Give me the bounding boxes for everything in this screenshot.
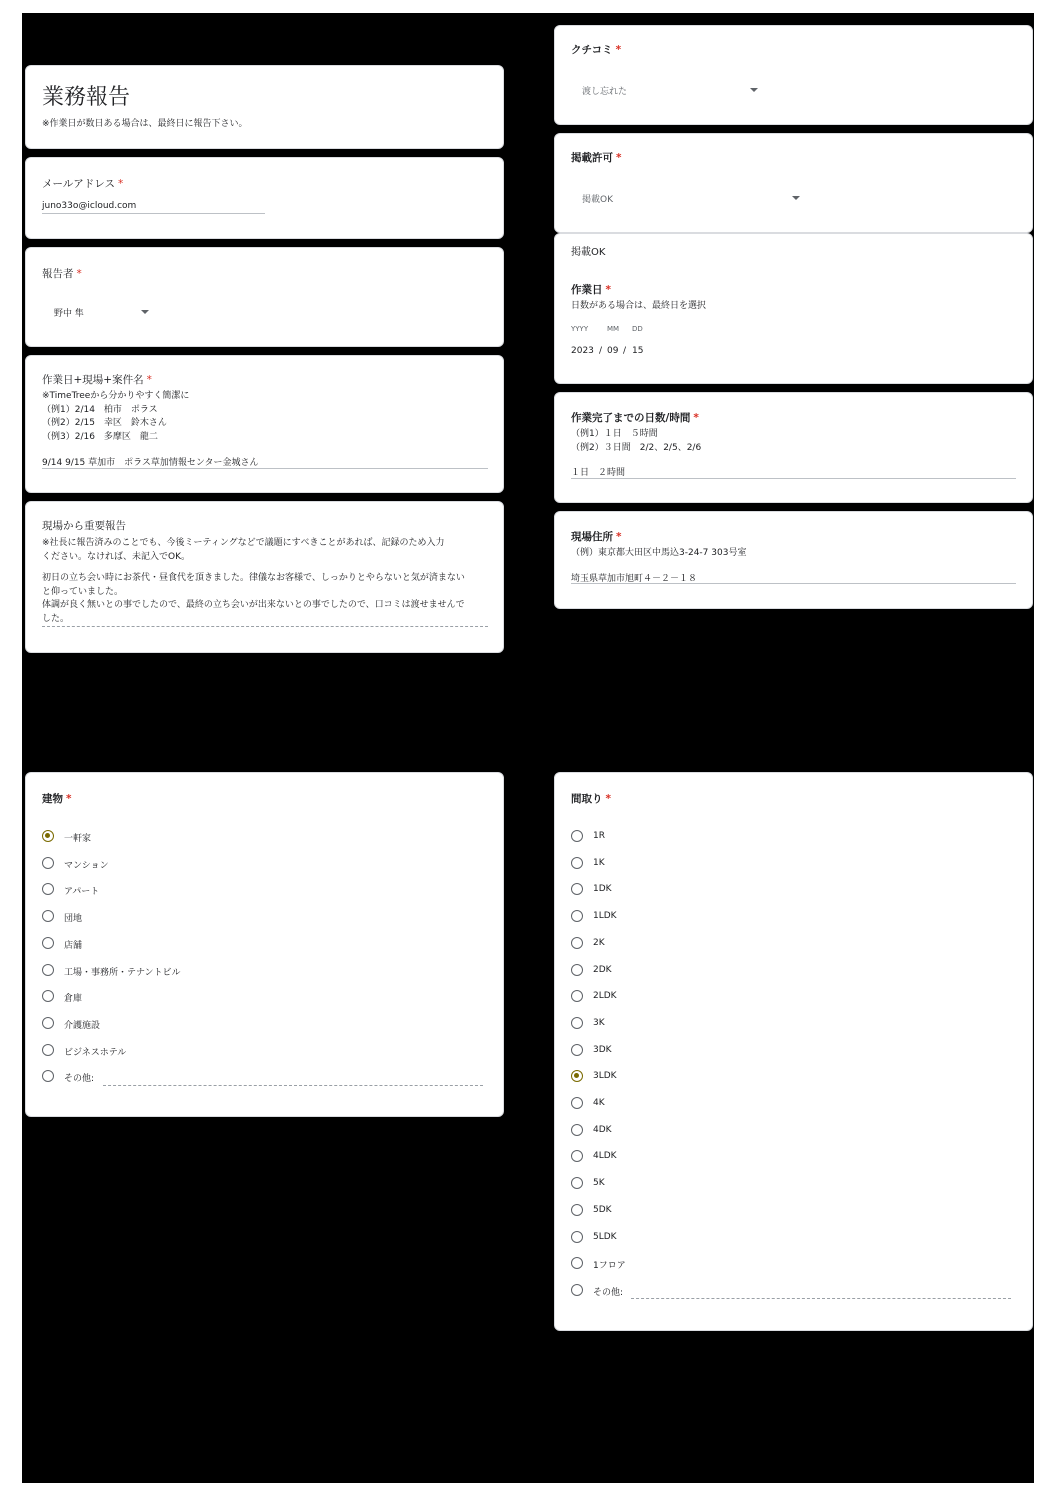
email-card (25, 157, 504, 239)
month-field[interactable]: 09 (607, 346, 619, 356)
building-option[interactable] (42, 937, 342, 953)
address-label: 現場住所 * (571, 531, 622, 543)
building-card (25, 772, 504, 1117)
important-report-label: 現場から重要報告 (42, 520, 126, 532)
radio-icon[interactable] (571, 937, 583, 949)
duration-underline (571, 478, 1016, 479)
layout-option-label: 4DK (593, 1124, 612, 1135)
form-subtitle: ※作業日が数日ある場合は、最終日に報告下さい。 (42, 119, 248, 129)
radio-selected-icon[interactable] (571, 1070, 583, 1082)
permission-dropdown[interactable] (571, 184, 803, 210)
required-mark: * (615, 44, 622, 56)
radio-icon[interactable] (571, 857, 583, 869)
building-option-label: 一軒家 (64, 834, 92, 844)
form-title: 業務報告 (42, 85, 131, 110)
layout-option-label: 2K (593, 937, 605, 948)
radio-icon[interactable] (571, 1284, 583, 1296)
address-card (554, 511, 1033, 609)
layout-option[interactable] (571, 990, 871, 1006)
day-field[interactable]: 15 (632, 346, 644, 356)
building-option-label: アパート (64, 887, 100, 898)
email-underline (42, 213, 265, 214)
form-header-card (25, 65, 504, 149)
layout-option-label: 1K (593, 857, 605, 868)
layout-option[interactable] (571, 1150, 871, 1166)
chevron-down-icon (750, 88, 758, 92)
reporter-dropdown-value: 野中 隼 (54, 309, 84, 319)
layout-label: 間取り * (571, 793, 611, 805)
required-mark: * (616, 531, 622, 543)
layout-option-label: 4K (593, 1098, 605, 1108)
layout-option[interactable] (571, 1231, 871, 1247)
email-label: メールアドレス * (42, 178, 124, 190)
radio-icon[interactable] (42, 883, 54, 895)
building-option[interactable] (42, 1017, 342, 1033)
building-option[interactable] (42, 857, 342, 873)
required-mark: * (616, 152, 622, 164)
required-mark: * (605, 284, 611, 296)
layout-option-label: 5LDK (593, 1231, 617, 1242)
layout-option-label: その他: (593, 1287, 624, 1298)
review-label: クチコミ * (571, 44, 622, 56)
page-canvas (22, 13, 1034, 1483)
important-report-underline (42, 626, 488, 627)
radio-icon[interactable] (571, 1097, 583, 1109)
permission-label: 掲載許可 * (571, 152, 622, 164)
layout-option-label: 5K (593, 1178, 605, 1189)
layout-option-label: 2DK (593, 964, 612, 975)
building-option-label: 介護施設 (64, 1020, 101, 1031)
building-option-label: その他: (64, 1074, 95, 1085)
duration-label: 作業完了までの日数/時間 * (571, 412, 699, 424)
radio-icon[interactable] (571, 1177, 583, 1189)
duration-description: （例1）１日 ５時間 （例2）３日間 2/2、2/5、2/6 (571, 429, 702, 453)
radio-icon[interactable] (42, 937, 54, 949)
radio-icon[interactable] (571, 964, 583, 976)
layout-option[interactable] (571, 1204, 871, 1220)
radio-icon[interactable] (571, 883, 583, 895)
permission-selected-echo: 掲載OK (571, 247, 606, 258)
layout-option-label: 1フロア (593, 1261, 626, 1272)
building-label: 建物 * (42, 793, 72, 805)
radio-icon[interactable] (571, 1257, 583, 1269)
radio-icon[interactable] (571, 1231, 583, 1243)
layout-option[interactable] (571, 910, 871, 926)
radio-icon[interactable] (571, 990, 583, 1002)
radio-icon[interactable] (571, 910, 583, 922)
required-mark: * (117, 178, 124, 190)
important-report-textarea[interactable]: 初日の立ち会い時にお茶代・昼食代を頂きました。律儀なお客様で、しっかりとやらないと気が済まない と仰っていました。 体調が良く無いとの事でしたので、最終の立ち会いが出来ないとの事でしたので、口コミは渡せませんで した。 (42, 573, 465, 624)
address-field[interactable]: 埼玉県草加市旭町４－２－１８ (571, 574, 698, 584)
radio-selected-icon[interactable] (42, 830, 54, 842)
dd-label: DD (632, 325, 643, 333)
layout-option-label: 1LDK (593, 911, 617, 922)
building-option-label: ビジネスホテル (64, 1047, 127, 1058)
radio-icon[interactable] (42, 990, 54, 1002)
radio-icon[interactable] (571, 1150, 583, 1162)
layout-option[interactable] (571, 1177, 871, 1193)
reporter-label: 報告者 * (42, 268, 82, 280)
work-date-description: 日数がある場合は、最終日を選択 (571, 301, 707, 311)
layout-option-label: 1DK (593, 884, 612, 895)
layout-option-label: 4LDK (593, 1151, 617, 1162)
permission-dropdown-value: 掲載OK (582, 195, 613, 205)
layout-option[interactable] (571, 1070, 871, 1086)
layout-option[interactable] (571, 830, 871, 846)
date-separator: / (599, 346, 603, 356)
building-option[interactable] (42, 1044, 342, 1060)
duration-field[interactable]: １日 ２時間 (571, 468, 626, 478)
review-dropdown[interactable] (571, 76, 761, 102)
job-name-description: ※TimeTreeから分かりやすく簡潔に （例1）2/14 柏市 ポラス （例2）2/15 幸区 鈴木さん （例3）2/16 多摩区 龍二 (42, 391, 190, 442)
layout-option[interactable] (571, 1124, 871, 1140)
chevron-down-icon (792, 196, 800, 200)
yyyy-label: YYYY (571, 325, 589, 333)
building-option-label: マンション (64, 860, 109, 871)
address-underline (571, 583, 1016, 584)
layout-option-label: 2LDK (593, 991, 617, 1002)
building-option[interactable] (42, 910, 342, 926)
building-other-input[interactable] (103, 1085, 483, 1086)
building-option[interactable] (42, 1070, 342, 1086)
important-report-description: ※社長に報告済みのことでも、今後ミーティングなどで議題にすべきことがあれば、記録のため入力 ください。なければ、未記入でOK。 (42, 538, 445, 562)
radio-icon[interactable] (42, 857, 54, 869)
layout-option-label: 3DK (593, 1044, 612, 1055)
required-mark: * (146, 374, 152, 386)
layout-option[interactable] (571, 883, 871, 899)
layout-option-label: 5DK (593, 1204, 612, 1215)
building-option-label: 工場・事務所・テナントビル (64, 967, 181, 978)
radio-icon[interactable] (571, 830, 583, 842)
job-name-underline (42, 468, 488, 469)
layout-option[interactable] (571, 857, 871, 873)
building-option[interactable] (42, 964, 342, 980)
chevron-down-icon (141, 310, 149, 314)
required-mark: * (66, 793, 72, 805)
radio-icon[interactable] (571, 1017, 583, 1029)
radio-icon[interactable] (571, 1124, 583, 1136)
radio-icon[interactable] (42, 1070, 54, 1082)
building-option-label: 店舗 (64, 940, 83, 951)
date-separator: / (623, 346, 627, 356)
work-date-label: 作業日 * (571, 284, 611, 296)
layout-option-label: 3K (593, 1017, 605, 1028)
radio-icon[interactable] (571, 1044, 583, 1056)
reporter-card (25, 247, 504, 347)
radio-icon[interactable] (42, 964, 54, 976)
radio-icon[interactable] (42, 1017, 54, 1029)
layout-option[interactable] (571, 937, 871, 953)
reporter-dropdown[interactable] (42, 298, 154, 324)
radio-icon[interactable] (42, 910, 54, 922)
layout-option[interactable] (571, 1044, 871, 1060)
required-mark: * (76, 268, 82, 280)
review-card (554, 25, 1033, 125)
work-date-input[interactable] (571, 346, 691, 360)
layout-option[interactable] (571, 1017, 871, 1033)
radio-icon[interactable] (571, 1204, 583, 1216)
mm-label: MM (607, 325, 620, 333)
work-date-card (554, 233, 1033, 384)
job-name-card (25, 355, 504, 493)
layout-option-label: 3LDK (593, 1071, 617, 1082)
building-option[interactable] (42, 830, 342, 846)
layout-option[interactable] (571, 1097, 871, 1113)
permission-card (554, 133, 1033, 233)
building-option[interactable] (42, 883, 342, 899)
required-mark: * (605, 793, 611, 805)
layout-option-label: 1R (593, 831, 605, 841)
layout-option[interactable] (571, 964, 871, 980)
important-report-card (25, 501, 504, 653)
building-option-label: 倉庫 (64, 994, 83, 1005)
job-name-field[interactable]: 9/14 9/15 草加市 ポラス草加情報センター金城さん (42, 458, 259, 468)
building-option[interactable] (42, 990, 342, 1006)
duration-card (554, 392, 1033, 503)
layout-option[interactable] (571, 1257, 871, 1273)
layout-card (554, 772, 1033, 1331)
job-name-label: 作業日+現場+案件名 * (42, 374, 152, 386)
layout-other-input[interactable] (631, 1298, 1011, 1299)
building-option-label: 団地 (64, 914, 83, 925)
review-dropdown-value: 渡し忘れた (582, 87, 628, 97)
address-description: （例）東京都大田区中馬込3-24-7 303号室 (571, 548, 747, 558)
email-field[interactable]: juno33o@icloud.com (42, 201, 137, 211)
required-mark: * (693, 412, 699, 424)
year-field[interactable]: 2023 (571, 346, 594, 356)
radio-icon[interactable] (42, 1044, 54, 1056)
